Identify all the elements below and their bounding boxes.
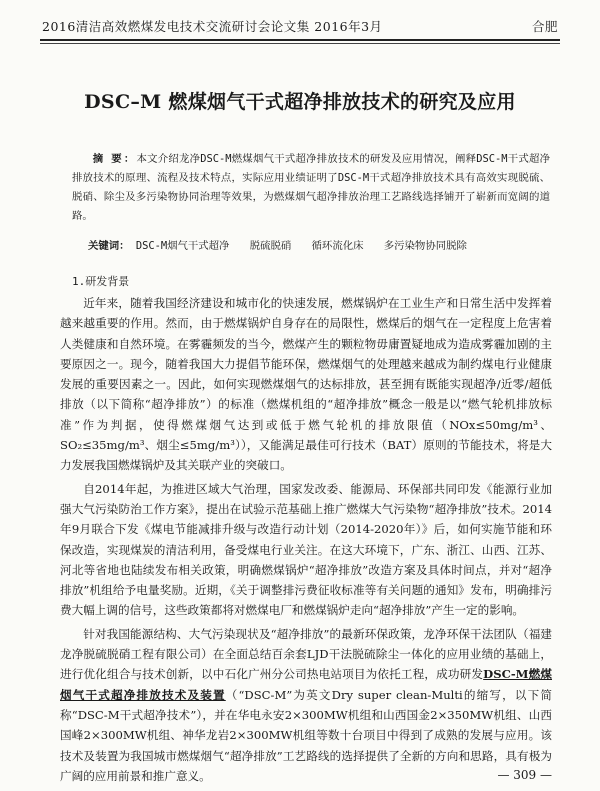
paragraph-3-lead: 针对我国能源结构、大气污染现状及“超净排放”的最新环保政策，龙净环保干法团队（福建龙净脱硫脱硝工程有限公司）在全面总结百余套LJD干法脱硫除尘一体化的应用业绩的基础上，进行优化组合与技术创新，以中石化广州分公司热电站项目为依托工程，成功研发 bbox=[60, 626, 552, 682]
section-heading: 1.研发背景 bbox=[72, 275, 130, 288]
abstract-label: 摘 要： bbox=[92, 153, 137, 165]
paragraph-1: 近年来，随着我国经济建设和城市化的快速发展，燃煤锅炉在工业生产和日常生活中发挥着越来越重要的作用。然而，由于燃煤锅炉自身存在的局限性，燃煤后的烟气在一定程度上危害着人类健康和自然环境。在雾霾频发的当今，燃煤产生的颗粒物毋庸置疑地成为造成雾霾加剧的主要原因之一。现今，随着我国大力提倡节能环保，燃煤烟气的处理越来越成为制约煤电行业健康发展的重要因素之一。因此，如何实现燃煤烟气的达标排放，甚至拥有既能实现超净/近零/超低排放（以下简称“超净排放”）的标准（燃煤机组的“超净排放”概念一般是以“燃气轮机排放标准”作为判据，使得燃煤烟气达到或低于燃气轮机的排放限值（NOx≤50mg/m³、SO₂≤35mg/m³、烟尘≤5mg/m³）），又能满足最佳可行技术（BAT）原则的节能技术，将是大力发展我国燃煤锅炉及其关联产业的突破口。 bbox=[60, 296, 552, 473]
running-header bbox=[42, 17, 558, 35]
keyword: 多污染物协同脱除 bbox=[383, 240, 467, 252]
header-right: 合肥 bbox=[531, 19, 558, 34]
keyword: DSC-M烟气干式超净 bbox=[135, 240, 230, 252]
highlighted-term: DSC-M燃煤烟气干式超净排放技术及装置 bbox=[60, 667, 552, 702]
page-number: — 309 — bbox=[497, 768, 552, 782]
header-rule bbox=[40, 39, 560, 41]
body-text bbox=[60, 293, 552, 789]
paragraph-3 bbox=[60, 624, 552, 786]
paragraph-3-rest: （“DSC-M”为英文Dry super clean-Multi的缩写，以下简称“DSC-M干式超净技术”），并在华电永安2×300MW机组和山西国金2×350MW机组、山西国峰2×300MW机组、神华龙岩2×300MW机组等数十台项目中得到了成熟的发展与应用。该技术及装置为我国城市燃煤烟气“超净排放”工艺路线的选择提供了全新的方向和思路，具有极为广阔的应用前景和推广意义。 bbox=[60, 687, 552, 783]
abstract bbox=[72, 150, 550, 226]
keywords-label: 关键词： bbox=[88, 240, 130, 252]
abstract-text: 本文介绍龙净DSC-M燃煤烟气干式超净排放技术的研发及应用情况，阐释DSC-M干式超净排放技术的原理、流程及技术特点，实际应用业绩证明了DSC-M干式超净排放技术具有高效实现脱硫、脱硝、除尘及多污染物协同治理等效果，为燃煤烟气超净排放治理工艺路线选择铺开了崭新而宽阔的道路。 bbox=[72, 153, 550, 222]
header-left: 2016清洁高效燃煤发电技术交流研讨会论文集 2016年3月 bbox=[42, 19, 383, 34]
header-rule-thin bbox=[40, 43, 560, 44]
paragraph-2: 自2014年起，为推进区域大气治理，国家发改委、能源局、环保部共同印发《能源行业加强大气污染防治工作方案》，提出在试验示范基础上推广燃煤大气污染物“超净排放”技术。2014年9月联合下发《煤电节能减排升级与改造行动计划（2014-2020年）》后，如何实施节能和环保改造，实现煤炭的清洁利用，备受煤电行业关注。在这大环境下，广东、浙江、山西、江苏、河北等省地也陆续发布相关政策，明确燃煤锅炉“超净排放”改造方案及具体时间点，并对“超净排放”机组给予电量奖励。近期，《关于调整排污费征收标准等有关问题的通知》发布，明确排污费大幅上调的信号，这些政策都将对燃煤电厂和燃煤锅炉走向“超净排放”产生一定的影响。 bbox=[60, 481, 552, 618]
paper-title: DSC–M 燃煤烟气干式超净排放技术的研究及应用 bbox=[84, 91, 516, 113]
keyword: 循环流化床 bbox=[311, 240, 364, 252]
keyword: 脱硫脱硝 bbox=[249, 240, 292, 252]
keywords bbox=[88, 237, 550, 256]
